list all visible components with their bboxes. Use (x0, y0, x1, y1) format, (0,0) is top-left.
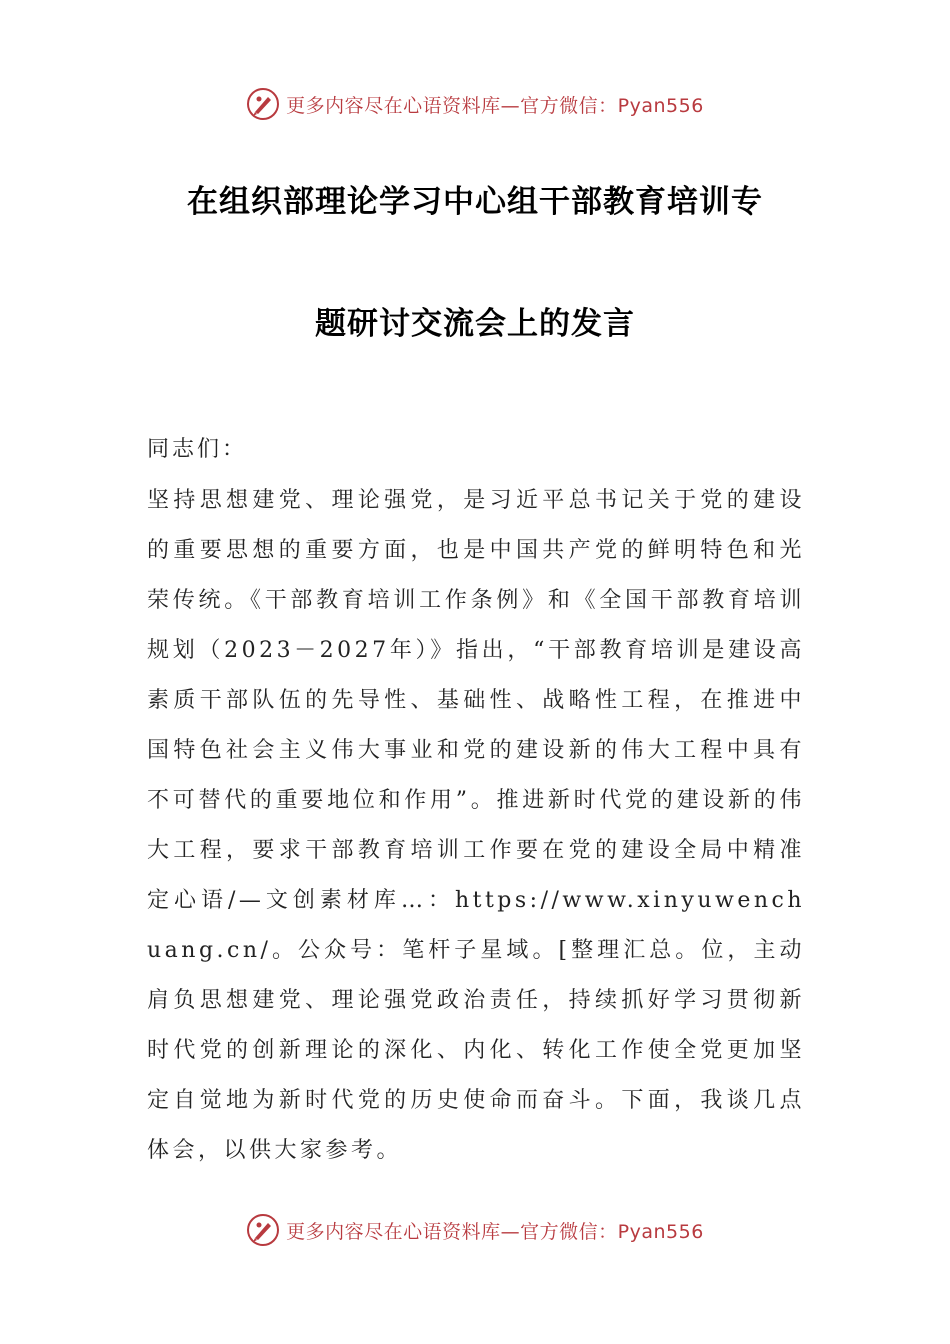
document-title-line-1: 在组织部理论学习中心组干部教育培训专 (187, 184, 763, 220)
pen-logo-icon (246, 87, 280, 121)
watermark-text: 更多内容尽在心语资料库—官方微信：Pyan556 (286, 1220, 704, 1243)
watermark-text: 更多内容尽在心语资料库—官方微信：Pyan556 (286, 94, 704, 117)
greeting: 同志们： (147, 437, 248, 462)
header-watermark (0, 82, 950, 126)
document-title-line-2: 题研讨交流会上的发言 (315, 306, 635, 342)
footer-watermark (0, 1208, 950, 1252)
body-paragraph: 坚持思想建党、理论强党，是习近平总书记关于党的建设的重要思想的重要方面，也是中国共产党的鲜明特色和光荣传统。《干部教育培训工作条例》和《全国干部教育培训规划（2023－2027年）》指出，“干部教育培训是建设高素质干部队伍的先导性、基础性、战略性工程，在推进中国特色社会主义伟大事业和党的建设新的伟大工程中具有不可替代的重要地位和作用”。推进新时代党的建设新的伟大工程，要求干部教育培训工作要在党的建设全局中精准定心语/—文创素材库…：https://www.xinyuwenchuang.cn/。公众号：笔杆子星域。[整理汇总。位，主动肩负思想建党、理论强党政治责任，持续抓好学习贯彻新时代党的创新理论的深化、内化、转化工作使全党更加坚定自觉地为新时代党的历史使命而奋斗。下面，我谈几点体会，以供大家参考。 (147, 488, 805, 1163)
pen-logo-icon (246, 1213, 280, 1247)
